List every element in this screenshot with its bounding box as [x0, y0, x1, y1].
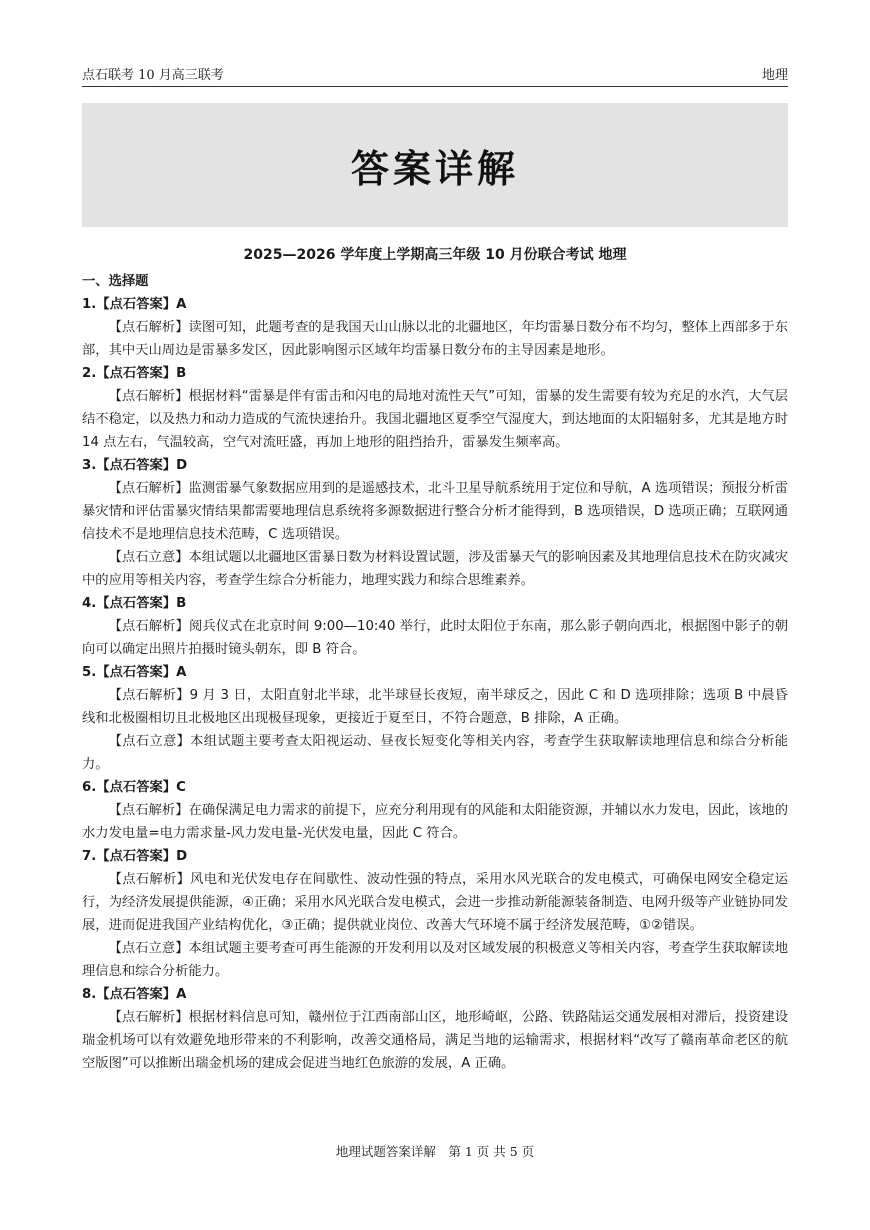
intent-paragraph: 【点石立意】本组试题以北疆地区雷暴日数为材料设置试题，涉及雷暴天气的影响因素及其地理信息技术在防灾减灾中的应用等相关内容，考查学生综合分析能力，地理实践力和综合思维素养。 [82, 550, 788, 588]
intent-paragraph: 【点石立意】本组试题主要考查可再生能源的开发利用以及对区域发展的积极意义等相关内容，考查学生获取解读地理信息和综合分析能力。 [82, 941, 788, 979]
title-banner [82, 103, 788, 227]
section-heading: 一、选择题 [82, 274, 149, 289]
answer-line: 7.【点石答案】D [82, 849, 188, 864]
answer-line: 4.【点石答案】B [82, 596, 187, 611]
explanation-paragraph: 【点石解析】根据材料信息可知，赣州位于江西南部山区，地形崎岖，公路、铁路陆运交通发展相对滞后，投资建设瑞金机场可以有效避免地形带来的不利影响，改善交通格局，满足当地的运输需求，根据材料“改写了赣南革命老区的航空版图”可以推断出瑞金机场的建成会促进当地红色旅游的发展，A 正确。 [82, 1010, 788, 1071]
explanation-paragraph: 【点石解析】阅兵仪式在北京时间 9:00—10:40 举行，此时太阳位于东南，那么影子朝向西北，根据图中影子的朝向可以确定出照片拍摄时镜头朝东，即 B 符合。 [82, 619, 788, 657]
explanation-paragraph: 【点石解析】风电和光伏发电存在间歇性、波动性强的特点，采用水风光联合的发电模式，可确保电网安全稳定运行，为经济发展提供能源，④正确；采用水风光联合发电模式，会进一步推动新能源装备制造、电网升级等产业链协同发展，进而促进我国产业结构优化，③正确；提供就业岗位、改善大气环境不属于经济发展范畴，①②错误。 [82, 872, 788, 933]
page-header [82, 62, 788, 87]
explanation-paragraph: 【点石解析】9 月 3 日，太阳直射北半球，北半球昼长夜短，南半球反之，因此 C 和 D 选项排除；选项 B 中晨昏线和北极圈相切且北极地区出现极昼现象，更接近于夏至日，不符合题意，B 排除，A 正确。 [82, 688, 788, 726]
page-title: 答案详解 [350, 145, 519, 191]
answer-line: 1.【点石答案】A [82, 297, 187, 312]
answer-line: 2.【点石答案】B [82, 366, 187, 381]
header-exam-name: 点石联考 10 月高三联考 [82, 68, 224, 83]
exam-subtitle: 2025—2026 学年度上学期高三年级 10 月份联合考试 地理 [243, 247, 627, 263]
answer-line: 6.【点石答案】C [82, 780, 186, 795]
explanation-paragraph: 【点石解析】读图可知，此题考查的是我国天山山脉以北的北疆地区，年均雷暴日数分布不均匀，整体上西部多于东部，其中天山周边是雷暴多发区，因此影响图示区域年均雷暴日数分布的主导因素是地形。 [82, 320, 788, 358]
intent-paragraph: 【点石立意】本组试题主要考查太阳视运动、昼夜长短变化等相关内容，考查学生获取解读地理信息和综合分析能力。 [82, 734, 788, 772]
header-subject: 地理 [761, 68, 788, 83]
answer-content [82, 270, 788, 1075]
explanation-paragraph: 【点石解析】监测雷暴气象数据应用到的是遥感技术，北斗卫星导航系统用于定位和导航，A 选项错误；预报分析雷暴灾情和评估雷暴灾情结果都需要地理信息系统将多源数据进行整合分析才能得到，B 选项错误，D 选项正确；互联网通信技术不是地理信息技术范畴，C 选项错误。 [82, 481, 788, 542]
explanation-paragraph: 【点石解析】根据材料“雷暴是伴有雷击和闪电的局地对流性天气”可知，雷暴的发生需要有较为充足的水汽，大气层结不稳定，以及热力和动力造成的气流快速抬升。我国北疆地区夏季空气湿度大，到达地面的太阳辐射多，尤其是地方时 14 点左右，气温较高，空气对流旺盛，再加上地形的阻挡抬升，雷暴发生频率高。 [82, 389, 788, 450]
answer-line: 8.【点石答案】A [82, 987, 187, 1002]
explanation-paragraph: 【点石解析】在确保满足电力需求的前提下，应充分利用现有的风能和太阳能资源，并辅以水力发电，因此，该地的水力发电量=电力需求量-风力发电量-光伏发电量，因此 C 符合。 [82, 803, 788, 841]
answer-line: 3.【点石答案】D [82, 458, 188, 473]
answer-line: 5.【点石答案】A [82, 665, 187, 680]
page-footer: 地理试题答案详解 第 1 页 共 5 页 [335, 1144, 535, 1159]
